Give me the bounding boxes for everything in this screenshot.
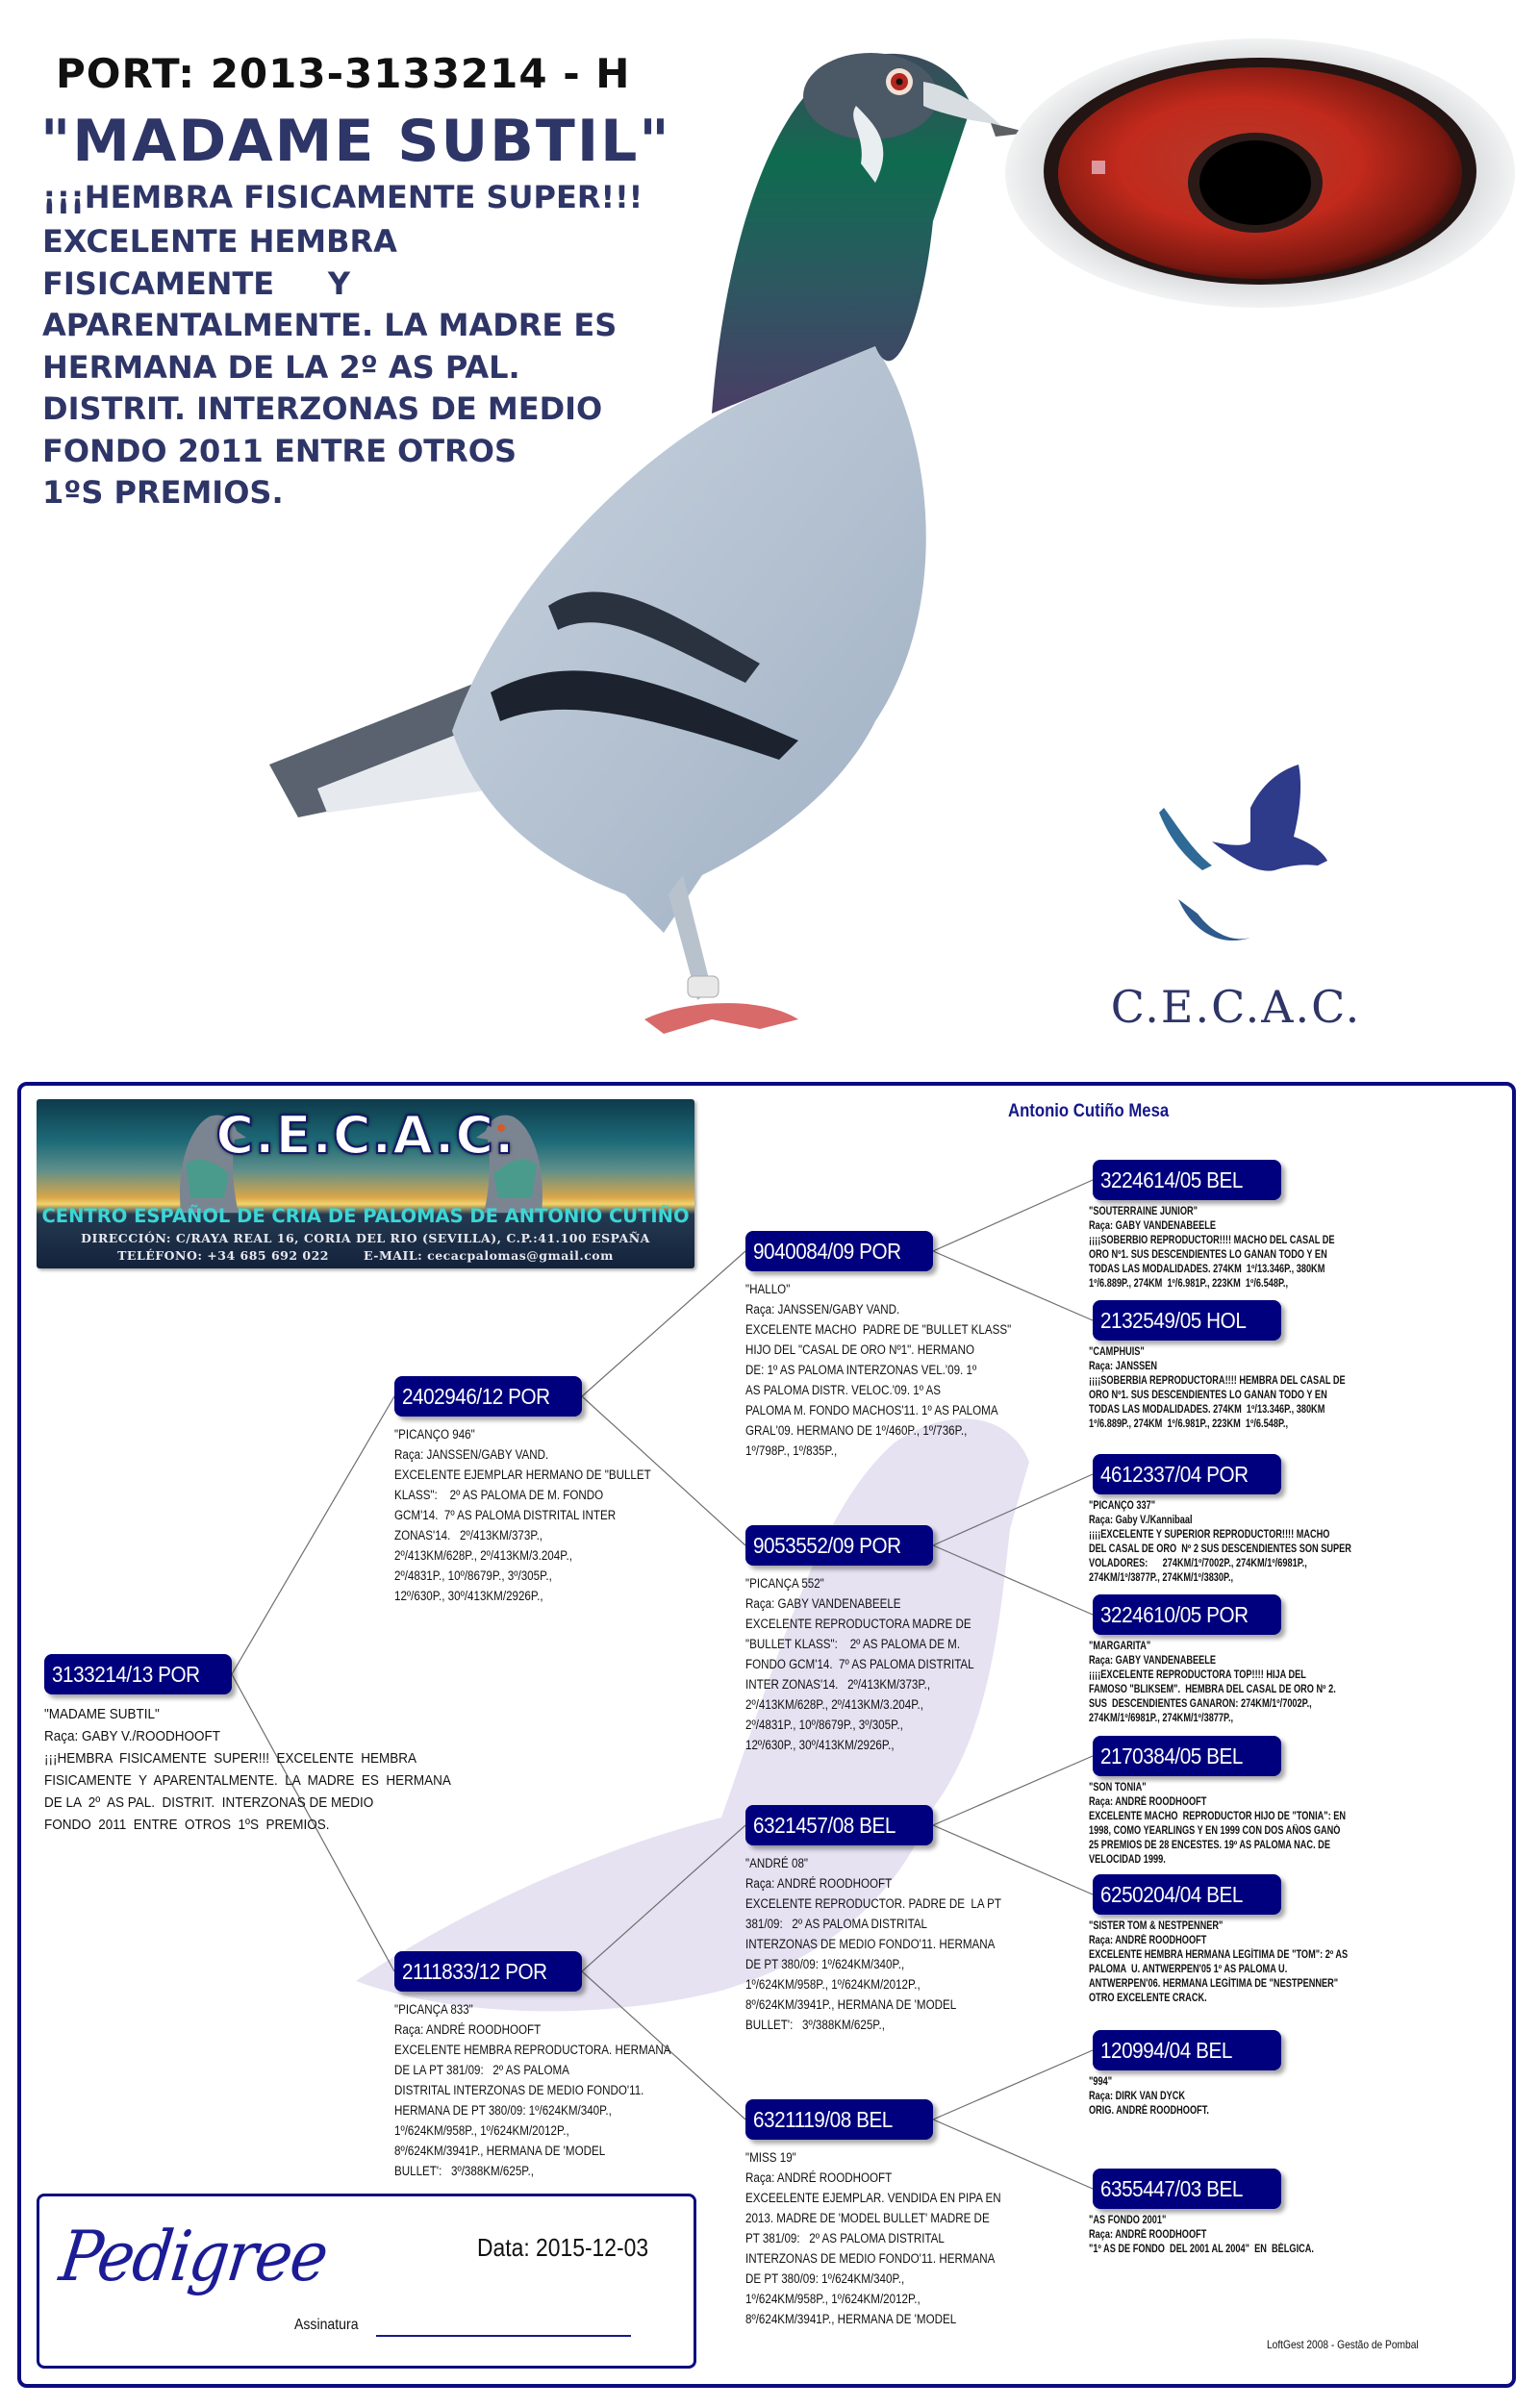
info-line: Raça: GABY VANDENABEELE xyxy=(1089,1220,1217,1232)
grandparent-info xyxy=(745,1573,1011,1755)
banner-contact xyxy=(37,1248,694,1263)
info-line: 8º/624KM/3941P., HERMANA DE 'MODEL xyxy=(745,2312,957,2326)
info-line: 1º/624KM/958P., 1º/624KM/2012P., xyxy=(745,1977,921,1992)
software-credit: LoftGest 2008 - Gestão de Pombal xyxy=(1267,2338,1419,2351)
info-line: Raça: JANSSEN/GABY VAND. xyxy=(745,1302,900,1317)
ring-number: 9053552/09 POR xyxy=(753,1533,901,1558)
ring-number: 2170384/05 BEL xyxy=(1100,1743,1243,1768)
ring-number: 9040084/09 POR xyxy=(753,1239,901,1264)
info-line: GRAL'09. HERMANO DE 1º/460P., 1º/736P., xyxy=(745,1423,968,1438)
info-line: HIJO DEL "CASAL DE ORO Nº1". HERMANO xyxy=(745,1342,975,1357)
info-line: "PICANÇA 833" xyxy=(394,2002,473,2017)
info-line: ¡¡¡¡SOBERBIO REPRODUCTOR!!!! MACHO DEL CASAL DE xyxy=(1089,1235,1335,1246)
info-line: Raça: ANDRÉ ROODHOOFT xyxy=(1089,1935,1207,1946)
info-line: Raça: ANDRÉ ROODHOOFT xyxy=(1089,2229,1207,2241)
info-line: PT 381/09: 2º AS PALOMA DISTRITAL xyxy=(745,2231,945,2245)
great-grandparent-info xyxy=(1089,1919,1412,2006)
description-line: 1ºS PREMIOS. xyxy=(42,474,284,511)
info-line: "PICANÇO 337" xyxy=(1089,1500,1156,1512)
grandparent-ring-box[interactable] xyxy=(745,1525,933,1566)
great-grandparent-ring-box[interactable] xyxy=(1093,1594,1281,1635)
info-line: KLASS": 2º AS PALOMA DE M. FONDO xyxy=(394,1488,604,1502)
info-line: BULLET': 3º/388KM/625P., xyxy=(394,2164,535,2178)
great-grandparent-info xyxy=(1089,2075,1239,2119)
info-line: PALOMA U. ANTWERPEN'05 1º AS PALOMA U. xyxy=(1089,1964,1288,1975)
info-line: FONDO GCM'14. 7º AS PALOMA DISTRITAL xyxy=(745,1657,974,1671)
banner-address: DIRECCIÓN: C/RAYA REAL 16, CORIA DEL RIO (SEVILLA), C.P.:41.100 ESPAÑA xyxy=(81,1231,650,1245)
info-line: ORIG. ANDRÉ ROODHOOFT. xyxy=(1089,2105,1209,2117)
info-line: 2013. MADRE DE 'MODEL BULLET' MADRE DE xyxy=(745,2211,990,2225)
info-line: OTRO EXCELENTE CRACK. xyxy=(1089,1993,1207,2004)
info-line: Raça: GABY VANDENABEELE xyxy=(745,1596,901,1611)
grandparent-ring-box[interactable] xyxy=(745,2099,933,2140)
pigeon-name-title: "MADAME SUBTIL" xyxy=(40,108,671,175)
great-grandparent-ring-box[interactable] xyxy=(1093,2169,1281,2209)
ring-number: 6321119/08 BEL xyxy=(753,2107,893,2132)
great-grandparent-info xyxy=(1089,1781,1410,1868)
info-line: Raça: GABY VANDENABEELE xyxy=(1089,1655,1217,1667)
grandparent-ring-box[interactable] xyxy=(745,1231,933,1271)
great-grandparent-ring-box[interactable] xyxy=(1093,1454,1281,1494)
info-line: PALOMA M. FONDO MACHOS'11. 1º AS PALOMA xyxy=(745,1403,998,1417)
info-line: DE LA 2º AS PAL. DISTRIT. INTERZONAS DE MEDIO xyxy=(44,1794,374,1811)
info-line: EXCELENTE MACHO PADRE DE "BULLET KLASS" xyxy=(745,1322,1012,1337)
grandparent-info xyxy=(745,1279,1054,1461)
info-line: EXCELENTE EJEMPLAR HERMANO DE "BULLET xyxy=(394,1467,651,1482)
info-line: DE PT 380/09: 1º/624KM/340P., xyxy=(745,2271,905,2286)
ring-number: 2402946/12 POR xyxy=(402,1384,550,1409)
info-line: VOLADORES: 274KM/1º/7002P., 274KM/1º/6981P., xyxy=(1089,1558,1307,1569)
great-grandparent-info xyxy=(1089,1205,1396,1292)
banner-subtitle: CENTRO ESPAÑOL DE CRIA DE PALOMAS DE ANTONIO CUTIÑO xyxy=(41,1205,690,1227)
banner-title: C.E.C.A.C. xyxy=(215,1105,516,1166)
info-line: INTERZONAS DE MEDIO FONDO'11. HERMANA xyxy=(745,1937,996,1951)
info-line: Raça: ANDRÉ ROODHOOFT xyxy=(394,2022,542,2037)
subject-ring-box[interactable] xyxy=(44,1654,232,1694)
info-line: ¡¡¡¡SOBERBIA REPRODUCTORA!!!! HEMBRA DEL CASAL DE xyxy=(1089,1375,1346,1387)
ring-number: 3224610/05 POR xyxy=(1100,1602,1249,1627)
info-line: 1º/624KM/958P., 1º/624KM/2012P., xyxy=(745,2292,921,2306)
info-line: Raça: ANDRÉ ROODHOOFT xyxy=(745,1876,893,1891)
banner-email[interactable]: E-MAIL: cecacpalomas@gmail.com xyxy=(364,1248,614,1263)
info-line: ZONAS'14. 2º/413KM/373P., xyxy=(394,1528,543,1543)
info-line: Raça: Gaby V./Kannibaal xyxy=(1089,1515,1193,1526)
info-line: 1º/6.889P., 274KM 1º/6.981P., 223KM 1º/6.548P., xyxy=(1089,1278,1289,1290)
pedigree-date: Data: 2015-12-03 xyxy=(477,2233,649,2262)
info-line: "MISS 19" xyxy=(745,2150,796,2165)
info-line: "PICANÇO 946" xyxy=(394,1427,475,1442)
info-line: ORO Nº1. SUS DESCENDIENTES LO GANAN TODO Y EN xyxy=(1089,1249,1327,1261)
info-line: 274KM/1º/3877P., 274KM/1º/3830P., xyxy=(1089,1572,1234,1584)
tagline: ¡¡¡HEMBRA FISICAMENTE SUPER!!! xyxy=(42,179,643,215)
info-line: "BULLET KLASS": 2º AS PALOMA DE M. xyxy=(745,1637,961,1651)
info-line: 274KM/1º/6981P., 274KM/1º/3877P., xyxy=(1089,1713,1234,1724)
grandparent-ring-box[interactable] xyxy=(745,1805,933,1845)
ring-number: 3133214/13 POR xyxy=(52,1662,200,1687)
info-line: 381/09: 2º AS PALOMA DISTRITAL xyxy=(745,1917,928,1931)
info-line: "1º AS DE FONDO DEL 2001 AL 2004" EN BÉLGICA. xyxy=(1089,2244,1314,2255)
great-grandparent-info xyxy=(1089,1640,1398,1726)
info-line: 2º/4831P., 10º/8679P., 3º/305P., xyxy=(745,1718,903,1732)
info-line: EXCELENTE MACHO REPRODUCTOR HIJO DE "TONIA": EN xyxy=(1089,1811,1347,1822)
info-line: "PICANÇA 552" xyxy=(745,1576,824,1591)
info-line: EXCELENTE REPRODUCTORA MADRE DE xyxy=(745,1617,971,1631)
info-line: 12º/630P., 30º/413KM/2926P., xyxy=(394,1589,543,1603)
info-line: DEL CASAL DE ORO Nº 2 SUS DESCENDIENTES SON SUPER xyxy=(1089,1543,1351,1555)
signature-label: Assinatura xyxy=(294,2317,359,2333)
info-line: DE PT 380/09: 1º/624KM/340P., xyxy=(745,1957,905,1971)
description-line: EXCELENTE HEMBRA xyxy=(42,223,397,260)
info-line: EXCELENTE HEMBRA REPRODUCTORA. HERMANA xyxy=(394,2043,671,2057)
info-line: "ANDRÉ 08" xyxy=(745,1856,809,1870)
info-line: Raça: DIRK VAN DYCK xyxy=(1089,2091,1186,2102)
ring-number: 3224614/05 BEL xyxy=(1100,1167,1243,1192)
sire-info xyxy=(394,1424,693,1606)
info-line: VELOCIDAD 1999. xyxy=(1089,1854,1166,1866)
info-line: DISTRITAL INTERZONAS DE MEDIO FONDO'11. xyxy=(394,2083,644,2097)
great-grandparent-ring-box[interactable] xyxy=(1093,1160,1281,1200)
info-line: 1º/798P., 1º/835P., xyxy=(745,1443,838,1458)
owner-name: Antonio Cutiño Mesa xyxy=(1008,1101,1170,1121)
info-line: FONDO 2011 ENTRE OTROS 1ºS PREMIOS. xyxy=(44,1817,330,1833)
pedigree-script-title: Pedigree xyxy=(55,2216,332,2296)
description-line: HERMANA DE LA 2º AS PAL. xyxy=(42,348,520,386)
great-grandparent-ring-box[interactable] xyxy=(1093,1874,1281,1915)
info-line: 1º/6.889P., 274KM 1º/6.981P., 223KM 1º/6.548P., xyxy=(1089,1418,1289,1430)
info-line: 2º/413KM/628P., 2º/413KM/3.204P., xyxy=(745,1697,923,1712)
info-line: EXCELENTE HEMBRA HERMANA LEGÍTIMA DE "TOM": 2º AS xyxy=(1089,1949,1349,1961)
great-grandparent-ring-box[interactable] xyxy=(1093,1300,1281,1341)
info-line: SUS DESCENDIENTES GANARON: 274KM/1º/7002P., xyxy=(1089,1698,1312,1710)
great-grandparent-info xyxy=(1089,2214,1370,2257)
pedigree-signature-box xyxy=(37,2194,696,2369)
info-line: "HALLO" xyxy=(745,1282,791,1296)
ring-number: 6321457/08 BEL xyxy=(753,1813,896,1838)
info-line: Raça: JANSSEN xyxy=(1089,1361,1158,1372)
subject-info xyxy=(44,1703,496,1836)
info-line: ¡¡¡HEMBRA FISICAMENTE SUPER!!! EXCELENTE HEMBRA xyxy=(44,1750,417,1767)
description-line: DISTRIT. INTERZONAS DE MEDIO xyxy=(42,390,603,427)
info-line: BULLET': 3º/388KM/625P., xyxy=(745,2018,886,2032)
info-line: "994" xyxy=(1089,2076,1113,2088)
info-line: FAMOSO "BLIKSEM". HEMBRA DEL CASAL DE ORO Nº 2. xyxy=(1089,1684,1336,1695)
info-line: 12º/630P., 30º/413KM/2926P., xyxy=(745,1738,895,1752)
ring-number: 2132549/05 HOL xyxy=(1100,1308,1247,1333)
great-grandparent-info xyxy=(1089,1499,1417,1586)
info-line: INTER ZONAS'14. 2º/413KM/373P., xyxy=(745,1677,931,1692)
great-grandparent-ring-box[interactable] xyxy=(1093,1736,1281,1776)
info-line: 1º/624KM/958P., 1º/624KM/2012P., xyxy=(394,2123,569,2138)
info-line: Raça: JANSSEN/GABY VAND. xyxy=(394,1447,549,1462)
ring-number: 2111833/12 POR xyxy=(402,1959,547,1984)
ring-number: 120994/04 BEL xyxy=(1100,2038,1232,2063)
great-grandparent-info xyxy=(1089,1345,1409,1432)
info-line: ORO Nº1. SUS DESCENDIENTES LO GANAN TODO Y EN xyxy=(1089,1390,1327,1401)
info-line: TODAS LAS MODALIDADES. 274KM 1º/13.346P., 380KM xyxy=(1089,1264,1325,1275)
info-line: GCM'14. 7º AS PALOMA DISTRITAL INTER xyxy=(394,1508,617,1522)
description-line: APARENTALMENTE. LA MADRE ES xyxy=(42,307,618,343)
port-ring-number: PORT: 2013-3133214 - H xyxy=(56,50,631,97)
grandparent-info xyxy=(745,2147,1043,2329)
ring-number: 6355447/03 BEL xyxy=(1100,2176,1243,2201)
info-line: "MARGARITA" xyxy=(1089,1641,1151,1652)
grandparent-info xyxy=(745,1853,1043,2035)
great-grandparent-ring-box[interactable] xyxy=(1093,2030,1281,2070)
dam-info xyxy=(394,1999,716,2181)
ring-number: 6250204/04 BEL xyxy=(1100,1882,1243,1907)
info-line: 25 PREMIOS DE 28 ENCESTES. 19º AS PALOMA NAC. DE xyxy=(1089,1840,1330,1851)
info-line: "MADAME SUBTIL" xyxy=(44,1706,160,1722)
logo-text: C.E.C.A.C. xyxy=(1110,981,1362,1033)
info-line: 2º/413KM/628P., 2º/413KM/3.204P., xyxy=(394,1548,572,1563)
info-line: INTERZONAS DE MEDIO FONDO'11. HERMANA xyxy=(745,2251,996,2266)
ring-number: 4612337/04 POR xyxy=(1100,1462,1249,1487)
banner-phone: TELÉFONO: +34 685 692 022 xyxy=(117,1248,330,1263)
info-line: 8º/624KM/3941P., HERMANA DE 'MODEL xyxy=(394,2144,606,2158)
info-line: EXCEELENTE EJEMPLAR. VENDIDA EN PIPA EN xyxy=(745,2191,1001,2205)
info-line: ¡¡¡¡EXCELENTE REPRODUCTORA TOP!!!! HIJA DEL xyxy=(1089,1669,1306,1681)
sire-ring-box[interactable] xyxy=(394,1376,582,1417)
info-line: ANTWERPEN'06. HERMANA LEGÍTIMA DE "NESTPENNER" xyxy=(1089,1978,1339,1990)
info-line: Raça: ANDRÉ ROODHOOFT xyxy=(745,2170,893,2185)
info-line: Raça: GABY V./ROODHOOFT xyxy=(44,1728,221,1744)
info-line: DE LA PT 381/09: 2º AS PALOMA xyxy=(394,2063,569,2077)
info-line: TODAS LAS MODALIDADES. 274KM 1º/13.346P., 380KM xyxy=(1089,1404,1325,1416)
info-line: HERMANA DE PT 380/09: 1º/624KM/340P., xyxy=(394,2103,612,2118)
description-line: FISICAMENTE Y xyxy=(42,264,351,302)
cecac-banner xyxy=(37,1099,694,1268)
info-line: ¡¡¡¡EXCELENTE Y SUPERIOR REPRODUCTOR!!!! MACHO xyxy=(1089,1529,1330,1541)
info-line: "SISTER TOM & NESTPENNER" xyxy=(1089,1920,1224,1932)
info-line: FISICAMENTE Y APARENTALMENTE. LA MADRE ES HERMANA xyxy=(44,1772,451,1789)
info-line: EXCELENTE REPRODUCTOR. PADRE DE LA PT xyxy=(745,1896,1002,1911)
signature-line[interactable] xyxy=(376,2335,631,2337)
dam-ring-box[interactable] xyxy=(394,1951,582,1992)
info-line: DE: 1º AS PALOMA INTERZONAS VEL.'09. 1º xyxy=(745,1363,977,1377)
info-line: "SOUTERRAINE JUNIOR" xyxy=(1089,1206,1198,1217)
info-line: AS PALOMA DISTR. VELOC.'09. 1º AS xyxy=(745,1383,942,1397)
info-line: 1998, COMO YEARLINGS Y EN 1999 CON DOS AÑOS GANÓ xyxy=(1089,1825,1341,1837)
description-line: FONDO 2011 ENTRE OTROS xyxy=(42,432,517,469)
info-line: "AS FONDO 2001" xyxy=(1089,2215,1167,2226)
info-line: Raça: ANDRÉ ROODHOOFT xyxy=(1089,1796,1207,1808)
info-line: 2º/4831P., 10º/8679P., 3º/305P., xyxy=(394,1568,552,1583)
info-line: "CAMPHUIS" xyxy=(1089,1346,1145,1358)
info-line: 8º/624KM/3941P., HERMANA DE 'MODEL xyxy=(745,1997,957,2012)
info-line: "SON TONIA" xyxy=(1089,1782,1147,1793)
